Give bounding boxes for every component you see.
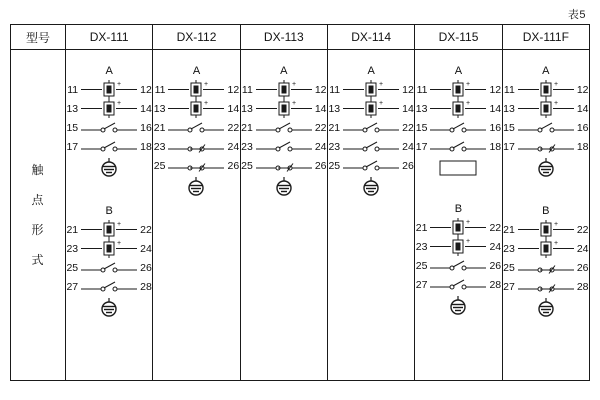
row-header-char: 触 <box>31 163 45 177</box>
column-header-model-label: 型号 <box>11 25 66 50</box>
svg-text:+: + <box>466 238 471 245</box>
contact-row <box>66 277 152 296</box>
ground-symbol <box>503 156 589 182</box>
contact-diagram-dx-115 <box>415 50 501 380</box>
terminal-number-right: 22 <box>402 121 414 134</box>
contact-symbol <box>430 137 486 156</box>
contact-symbol <box>430 80 486 99</box>
terminal-number-left: 15 <box>503 121 515 134</box>
contact-symbol <box>518 80 574 99</box>
terminal-number-right: 26 <box>576 261 589 274</box>
contact-symbol <box>430 275 486 294</box>
contact-diagram-dx-111f <box>503 50 589 380</box>
normally-closed-contact-icon <box>518 258 574 277</box>
row-header-label <box>11 50 65 380</box>
table-header <box>11 25 590 50</box>
contact-row <box>503 137 589 156</box>
svg-text:+: + <box>117 81 122 88</box>
terminal-number-left: 25 <box>503 261 515 274</box>
terminal-number-left: 21 <box>153 121 166 134</box>
normally-open-contact-icon <box>81 258 137 277</box>
terminal-number-right: 28 <box>576 280 589 293</box>
normally-closed-contact-icon <box>518 277 574 296</box>
contact-symbol <box>430 237 486 256</box>
svg-text:+: + <box>553 240 558 247</box>
contact-group-b <box>503 204 589 322</box>
contact-group-title: A <box>280 65 288 77</box>
contact-diagram-dx-113 <box>241 50 327 380</box>
normally-open-contact-icon <box>430 256 486 275</box>
terminal-number-right: 24 <box>314 140 327 153</box>
row-header-char: 形 <box>31 223 45 237</box>
terminal-number-left: 15 <box>66 121 79 134</box>
contact-row <box>503 258 589 277</box>
spacer <box>66 50 152 64</box>
coil-symbol-icon <box>518 80 574 99</box>
contact-form-table <box>10 24 590 381</box>
terminal-number-right: 14 <box>402 102 414 115</box>
contact-row <box>153 118 239 137</box>
normally-open-contact-icon <box>430 275 486 294</box>
contact-group-a <box>415 64 501 180</box>
contact-row <box>153 156 239 175</box>
ground-symbol <box>503 296 589 322</box>
contact-symbol <box>81 220 137 239</box>
terminal-number-left: 25 <box>415 259 428 272</box>
contact-group-title: A <box>192 65 201 77</box>
contact-group-title: A <box>454 65 463 77</box>
terminal-number-right: 18 <box>489 140 502 153</box>
contact-row <box>328 118 414 137</box>
contact-row <box>241 80 327 99</box>
contact-row <box>66 137 152 156</box>
normally-open-contact-icon <box>343 137 399 156</box>
terminal-number-right: 14 <box>314 102 327 115</box>
contact-row <box>66 80 152 99</box>
coil-symbol-icon <box>81 99 137 118</box>
contact-symbol <box>343 99 399 118</box>
terminal-number-left: 27 <box>503 280 515 293</box>
terminal-number-right: 22 <box>489 221 502 234</box>
cell-dx111 <box>66 50 153 381</box>
ground-symbol-icon <box>534 297 558 321</box>
contact-row <box>66 220 152 239</box>
terminal-number-left: 25 <box>66 261 79 274</box>
contact-symbol <box>256 118 312 137</box>
contact-row <box>66 239 152 258</box>
spacer <box>328 50 414 64</box>
table-caption: 表5 <box>567 9 586 21</box>
spacer <box>415 180 501 202</box>
terminal-number-right: 28 <box>140 280 152 293</box>
terminal-number-left: 23 <box>415 240 428 253</box>
normally-open-contact-icon <box>343 156 399 175</box>
normally-closed-contact-icon <box>518 137 574 156</box>
terminal-number-right: 14 <box>489 102 502 115</box>
ground-symbol-icon <box>97 157 121 181</box>
svg-text:+: + <box>553 81 558 88</box>
contact-group-a <box>241 64 327 201</box>
terminal-number-right: 16 <box>140 121 152 134</box>
coil-symbol-icon <box>518 99 574 118</box>
terminal-number-left: 23 <box>241 140 253 153</box>
terminal-number-right: 24 <box>402 140 414 153</box>
contact-row <box>241 137 327 156</box>
spacer <box>153 50 239 64</box>
contact-symbol <box>518 239 574 258</box>
cell-dx112 <box>153 50 240 381</box>
terminal-number-left: 17 <box>415 140 428 153</box>
coil-symbol-icon <box>81 239 137 258</box>
ground-symbol-icon <box>272 176 296 200</box>
normally-open-contact-icon <box>343 118 399 137</box>
column-header-dx114: DX-114 <box>327 25 414 50</box>
contact-group-a <box>328 64 414 201</box>
contact-symbol <box>518 99 574 118</box>
terminal-number-left: 17 <box>503 140 515 153</box>
svg-text:+: + <box>291 100 296 107</box>
contact-row <box>328 137 414 156</box>
spacer <box>503 50 589 64</box>
contact-row <box>153 137 239 156</box>
terminal-number-right: 12 <box>140 83 152 96</box>
svg-text:+: + <box>117 221 122 228</box>
normally-closed-contact-icon <box>168 137 224 156</box>
terminal-number-left: 13 <box>153 102 166 115</box>
terminal-number-right: 14 <box>576 102 589 115</box>
spacer <box>66 182 152 204</box>
terminal-number-right: 18 <box>576 140 589 153</box>
terminal-number-left: 11 <box>416 83 428 96</box>
contact-row <box>503 80 589 99</box>
terminal-number-left: 25 <box>328 159 341 172</box>
terminal-number-left: 15 <box>415 121 428 134</box>
contact-group-a <box>153 64 239 201</box>
normally-open-contact-icon <box>81 137 137 156</box>
normally-open-contact-icon <box>518 118 574 137</box>
coil-symbol-icon <box>430 99 486 118</box>
terminal-number-right: 12 <box>227 83 240 96</box>
ground-symbol <box>415 294 501 320</box>
ground-symbol-icon <box>534 157 558 181</box>
cell-dx111f <box>502 50 589 381</box>
terminal-number-right: 18 <box>140 140 152 153</box>
contact-row <box>241 99 327 118</box>
terminal-number-left: 11 <box>67 83 79 96</box>
coil-symbol-icon <box>343 99 399 118</box>
contact-diagram-dx-111 <box>66 50 152 380</box>
normally-open-contact-icon <box>256 137 312 156</box>
terminal-number-right: 22 <box>314 121 327 134</box>
terminal-number-right: 28 <box>489 278 502 291</box>
contact-row <box>503 118 589 137</box>
terminal-number-left: 23 <box>66 242 79 255</box>
normally-closed-contact-icon <box>256 156 312 175</box>
normally-open-contact-icon <box>256 118 312 137</box>
terminal-number-left: 21 <box>415 221 428 234</box>
terminal-number-right: 24 <box>576 242 589 255</box>
terminal-number-right: 24 <box>489 240 502 253</box>
contact-symbol <box>168 99 224 118</box>
table-body <box>11 50 590 381</box>
contact-row <box>503 239 589 258</box>
contact-group-title: A <box>105 65 113 77</box>
contact-symbol <box>81 99 137 118</box>
contact-row <box>66 118 152 137</box>
row-header-contact-form <box>11 50 66 381</box>
ground-symbol-icon <box>97 297 121 321</box>
terminal-number-left: 21 <box>328 121 341 134</box>
svg-text:+: + <box>466 219 471 226</box>
terminal-number-right: 16 <box>576 121 589 134</box>
coil-symbol-icon <box>518 220 574 239</box>
terminal-number-left: 13 <box>415 102 428 115</box>
terminal-number-left: 21 <box>241 121 253 134</box>
contact-symbol <box>343 156 399 175</box>
ground-symbol-icon <box>446 295 470 319</box>
contact-symbol <box>168 80 224 99</box>
row-header-char: 点 <box>31 193 45 207</box>
terminal-number-left: 11 <box>241 83 253 96</box>
contact-group-title: A <box>542 65 550 77</box>
column-header-dx111: DX-111 <box>66 25 153 50</box>
terminal-number-left: 11 <box>154 83 166 96</box>
terminal-number-left: 23 <box>503 242 515 255</box>
row-header-char: 式 <box>31 253 45 267</box>
terminal-number-right: 24 <box>227 140 240 153</box>
coil-symbol-icon <box>518 239 574 258</box>
contact-symbol <box>81 258 137 277</box>
contact-row <box>503 277 589 296</box>
coil-symbol-icon <box>256 99 312 118</box>
contact-symbol <box>430 99 486 118</box>
contact-row <box>66 99 152 118</box>
contact-symbol <box>343 118 399 137</box>
terminal-number-right: 22 <box>227 121 240 134</box>
contact-row <box>241 118 327 137</box>
terminal-number-right: 24 <box>140 242 152 255</box>
ground-symbol <box>153 175 239 201</box>
normally-open-contact-icon <box>81 277 137 296</box>
terminal-number-left: 25 <box>241 159 253 172</box>
contact-row <box>153 99 239 118</box>
normally-open-contact-icon <box>81 118 137 137</box>
ground-symbol <box>66 156 152 182</box>
svg-text:+: + <box>117 100 122 107</box>
terminal-number-right: 22 <box>140 223 152 236</box>
contact-symbol <box>256 137 312 156</box>
contact-group-b <box>415 202 501 320</box>
table-row <box>11 50 590 381</box>
terminal-number-right: 26 <box>140 261 152 274</box>
normally-open-contact-icon <box>430 137 486 156</box>
terminal-number-right: 14 <box>140 102 152 115</box>
svg-text:+: + <box>291 81 296 88</box>
contact-symbol <box>518 137 574 156</box>
column-header-dx115: DX-115 <box>415 25 502 50</box>
normally-open-contact-icon <box>168 118 224 137</box>
contact-row <box>415 118 501 137</box>
svg-text:+: + <box>204 100 209 107</box>
contact-symbol <box>430 218 486 237</box>
terminal-number-right: 26 <box>402 159 414 172</box>
contact-row <box>415 256 501 275</box>
terminal-number-left: 23 <box>153 140 166 153</box>
terminal-block-icon <box>430 158 486 178</box>
terminal-number-left: 25 <box>153 159 166 172</box>
coil-symbol-icon <box>81 80 137 99</box>
terminal-number-right: 14 <box>227 102 240 115</box>
terminal-number-left: 13 <box>241 102 253 115</box>
contact-symbol <box>81 239 137 258</box>
contact-group-b <box>66 204 152 322</box>
spacer <box>503 182 589 204</box>
svg-text:+: + <box>204 81 209 88</box>
ground-symbol-icon <box>359 176 383 200</box>
terminal-number-left: 17 <box>66 140 79 153</box>
terminal-number-left: 13 <box>328 102 341 115</box>
coil-symbol-icon <box>343 80 399 99</box>
cell-dx115 <box>415 50 502 381</box>
ground-symbol <box>328 175 414 201</box>
contact-symbol <box>81 137 137 156</box>
coil-symbol-icon <box>168 99 224 118</box>
contact-diagram-dx-114 <box>328 50 414 380</box>
contact-row <box>503 99 589 118</box>
contact-group-title: A <box>367 65 375 77</box>
terminal-number-right: 26 <box>489 259 502 272</box>
contact-symbol <box>518 277 574 296</box>
contact-symbol <box>518 258 574 277</box>
contact-row <box>415 80 501 99</box>
contact-symbol <box>518 220 574 239</box>
contact-diagram-dx-112 <box>153 50 239 380</box>
terminal-number-left: 13 <box>503 102 515 115</box>
contact-symbol <box>168 118 224 137</box>
contact-group-title: B <box>454 203 463 215</box>
contact-symbol <box>81 277 137 296</box>
svg-text:+: + <box>466 100 471 107</box>
contact-symbol <box>256 99 312 118</box>
contact-row <box>503 220 589 239</box>
contact-row <box>415 218 501 237</box>
terminal-number-right: 12 <box>402 83 414 96</box>
contact-group-a <box>503 64 589 182</box>
terminal-number-left: 11 <box>329 83 341 96</box>
contact-row <box>66 258 152 277</box>
coil-symbol-icon <box>256 80 312 99</box>
ground-symbol-icon <box>184 176 208 200</box>
contact-row <box>415 137 501 156</box>
contact-symbol <box>256 156 312 175</box>
terminal-number-left: 13 <box>66 102 79 115</box>
contact-group-title: B <box>105 205 113 217</box>
contact-symbol <box>81 80 137 99</box>
contact-row <box>415 99 501 118</box>
ground-symbol <box>241 175 327 201</box>
terminal-number-left: 21 <box>66 223 79 236</box>
table-header-row <box>11 25 590 50</box>
terminal-number-right: 26 <box>227 159 240 172</box>
terminal-number-right: 12 <box>489 83 502 96</box>
spacer <box>241 50 327 64</box>
coil-symbol-icon <box>430 237 486 256</box>
svg-text:+: + <box>466 81 471 88</box>
normally-open-contact-icon <box>430 118 486 137</box>
terminal-number-left: 21 <box>503 223 515 236</box>
column-header-dx111f: DX-111F <box>502 25 589 50</box>
ground-symbol <box>66 296 152 322</box>
terminal-number-right: 26 <box>314 159 327 172</box>
contact-symbol <box>256 80 312 99</box>
contact-row <box>328 156 414 175</box>
contact-group-title: B <box>542 205 550 217</box>
svg-text:+: + <box>553 100 558 107</box>
svg-text:+: + <box>379 100 384 107</box>
terminal-number-right: 16 <box>489 121 502 134</box>
contact-symbol <box>430 256 486 275</box>
svg-text:+: + <box>553 221 558 228</box>
terminal-number-right: 12 <box>314 83 327 96</box>
terminal-number-left: 11 <box>503 83 515 96</box>
column-header-dx113: DX-113 <box>240 25 327 50</box>
terminal-block <box>415 156 501 180</box>
contact-group-a <box>66 64 152 182</box>
coil-symbol-icon <box>430 80 486 99</box>
terminal-number-left: 27 <box>415 278 428 291</box>
contact-row <box>328 80 414 99</box>
contact-symbol <box>343 137 399 156</box>
spacer <box>415 50 501 64</box>
contact-symbol <box>343 80 399 99</box>
contact-row <box>415 275 501 294</box>
svg-text:+: + <box>379 81 384 88</box>
contact-symbol <box>168 137 224 156</box>
contact-symbol <box>518 118 574 137</box>
coil-symbol-icon <box>168 80 224 99</box>
contact-symbol <box>81 118 137 137</box>
svg-text:+: + <box>117 240 122 247</box>
coil-symbol-icon <box>81 220 137 239</box>
contact-row <box>415 237 501 256</box>
terminal-number-right: 22 <box>576 223 589 236</box>
cell-dx113 <box>240 50 327 381</box>
coil-symbol-icon <box>430 218 486 237</box>
terminal-number-left: 23 <box>328 140 341 153</box>
contact-row <box>328 99 414 118</box>
column-header-dx112: DX-112 <box>153 25 240 50</box>
contact-row <box>241 156 327 175</box>
cell-dx114 <box>327 50 414 381</box>
contact-symbol <box>430 118 486 137</box>
terminal-number-right: 12 <box>576 83 589 96</box>
terminal-number-left: 27 <box>66 280 79 293</box>
normally-closed-contact-icon <box>168 156 224 175</box>
contact-row <box>153 80 239 99</box>
contact-symbol <box>168 156 224 175</box>
